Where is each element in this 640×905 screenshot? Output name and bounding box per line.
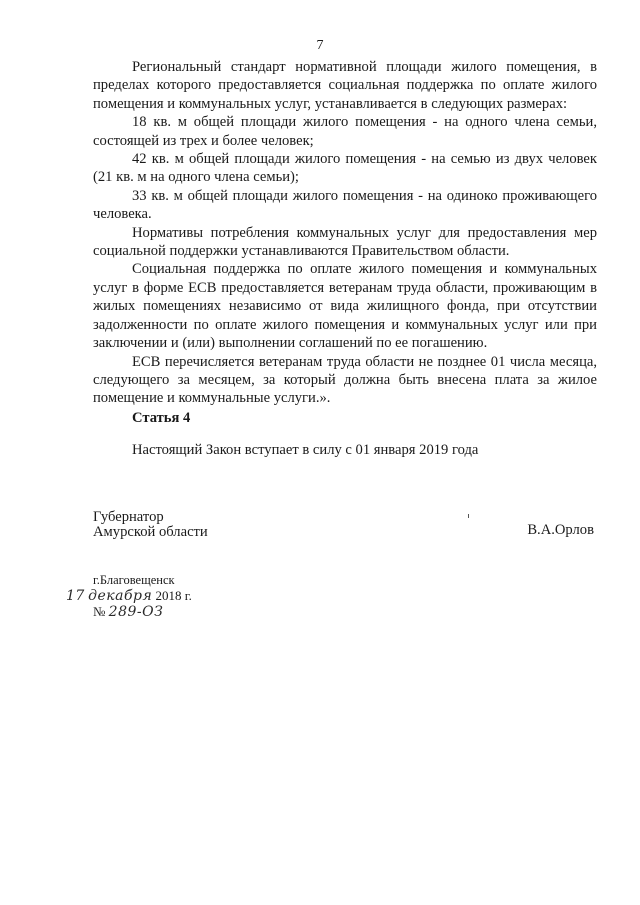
article-text: Настоящий Закон вступает в силу с 01 января 2019 года xyxy=(132,442,479,458)
page-number: 7 xyxy=(316,38,324,53)
signatory-title xyxy=(93,510,208,540)
law-number xyxy=(93,604,163,620)
signatory-title-line1: Губернатор xyxy=(93,509,164,525)
handwritten-month: декабря xyxy=(88,588,153,604)
signatory-title-line2: Амурской области xyxy=(93,524,208,540)
number-prefix: № xyxy=(93,604,106,619)
signing-date xyxy=(66,588,192,604)
handwritten-day: 17 xyxy=(66,588,85,604)
paragraph-social-support: Социальная поддержка по оплате жилого помещения и коммунальных услуг в форме ЕСВ предоставляется ветеранам труда области, проживающим в жилых помещениях независимо от вида жилищного фонда, при отсутствии задолженности по оплате жилого помещения и коммунальных услуг или при заключении и (или) выполнении соглашений по ее погашению. xyxy=(93,261,597,352)
stray-mark xyxy=(468,514,469,518)
law-body-text xyxy=(93,58,597,408)
article-heading: Статья 4 xyxy=(132,410,191,426)
handwritten-number: 289-ОЗ xyxy=(108,604,164,620)
paragraph-standard-area: Региональный стандарт нормативной площади жилого помещения, в пределах которого предоставляется социальная поддержка по оплате жилого помещения и коммунальных услуг, устанавливается в следующих размерах: xyxy=(93,59,597,112)
paragraph-utility-norms: Нормативы потребления коммунальных услуг для предоставления мер социальной поддержки устанавливаются Правительством области. xyxy=(93,224,597,260)
paragraph-18-sqm: 18 кв. м общей площади жилого помещения - на одного члена семьи, состоящей из трех и более человек; xyxy=(93,114,597,149)
paragraph-esv-transfer: ЕСВ перечисляется ветеранам труда области не позднее 01 числа месяца, следующего за месяцем, за который должна быть внесена плата за жилое помещение и коммунальные услуги.». xyxy=(93,353,597,407)
place-of-signing: г.Благовещенск xyxy=(93,573,175,587)
printed-year: 2018 г. xyxy=(155,588,192,603)
signatory-name: В.А.Орлов xyxy=(527,522,594,538)
paragraph-33-sqm: 33 кв. м общей площади жилого помещения - на одиноко проживающего человека. xyxy=(93,187,597,223)
paragraph-42-sqm: 42 кв. м общей площади жилого помещения - на семью из двух человек (21 кв. м на одного члена семьи); xyxy=(93,151,597,186)
